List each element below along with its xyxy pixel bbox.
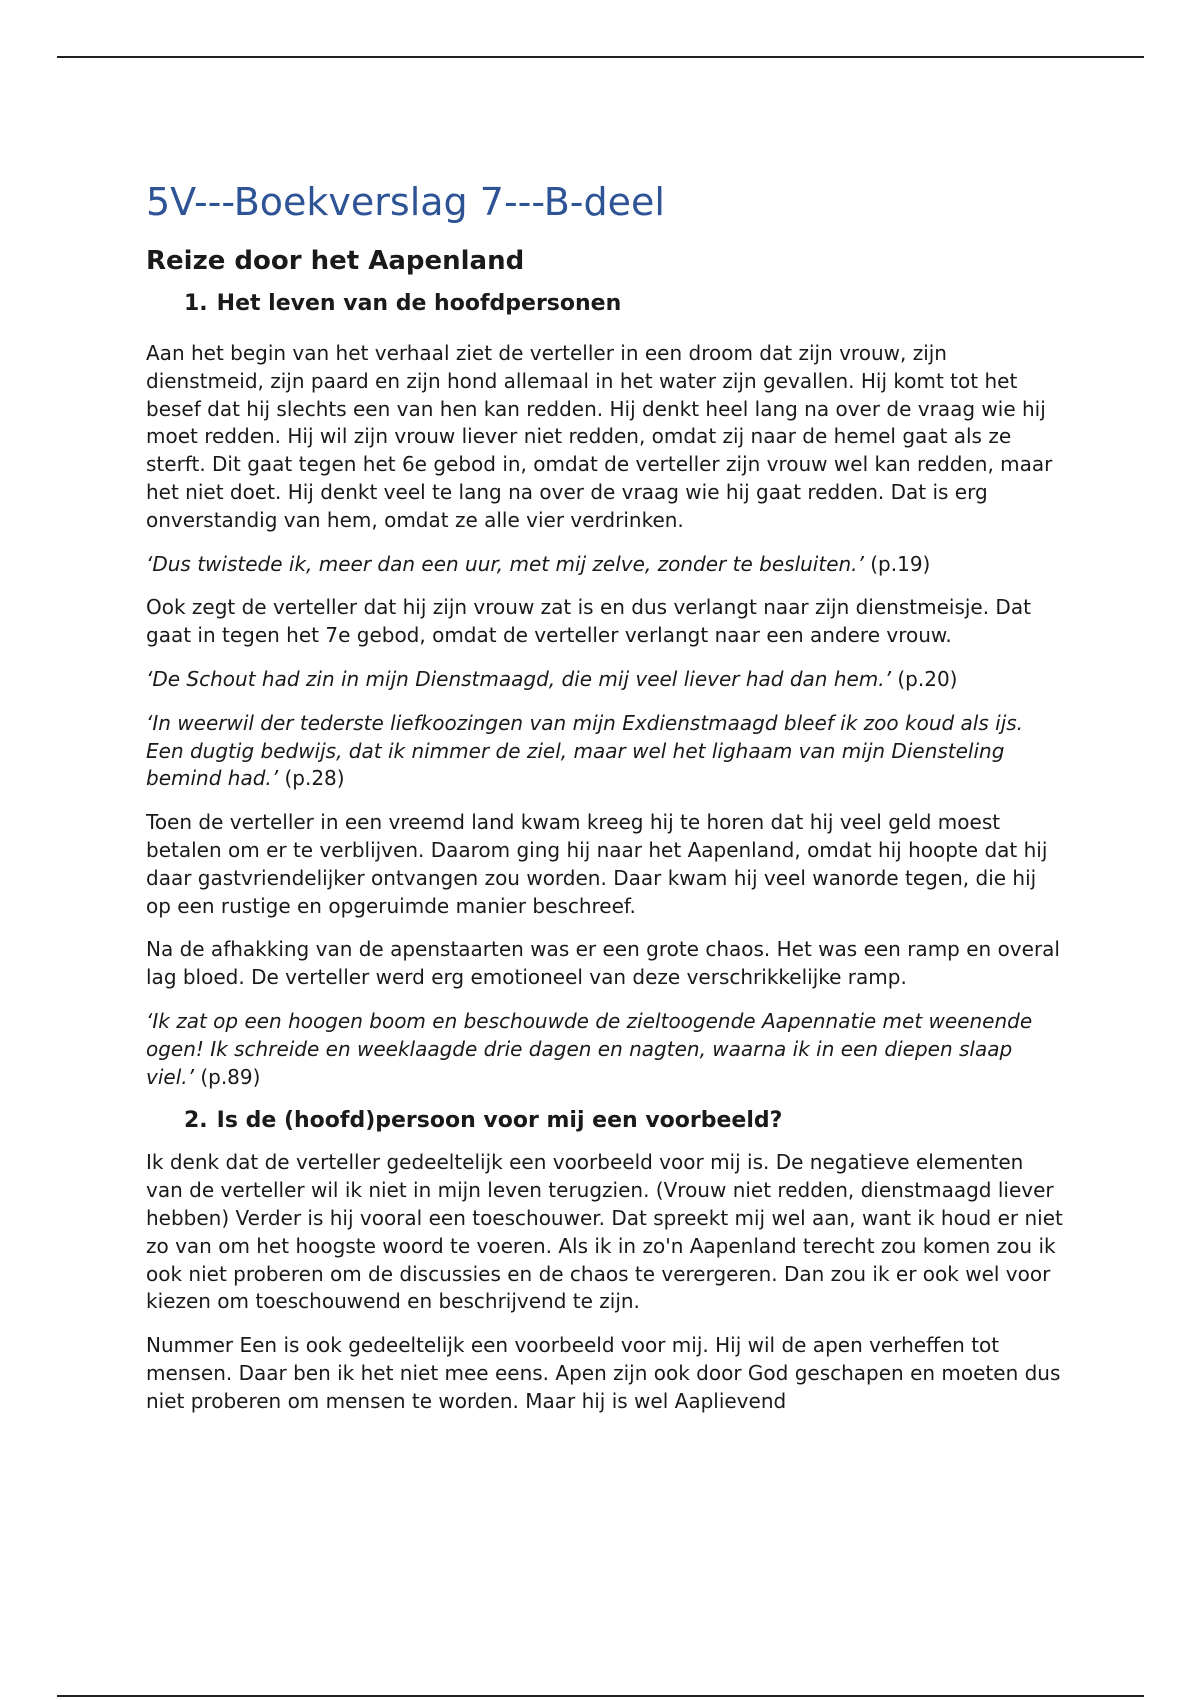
page-reference: (p.28): [278, 766, 345, 791]
header-rule: [57, 56, 1144, 58]
paragraph: Ook zegt de verteller dat hij zijn vrouw zat is en dus verlangt naar zijn dienstmeisje. Dat gaat in tegen het 7e gebod, omdat de verteller verlangt naar een andere vrouw.: [146, 595, 1031, 648]
paragraph: Nummer Een is ook gedeeltelijk een voorbeeld voor mij. Hij wil de apen verheffen tot mensen. Daar ben ik het niet mee eens. Apen zijn ook door God geschapen en moeten dus niet proberen om mensen te worden. Maar hij is wel Aaplievend: [146, 1333, 1061, 1413]
section-heading-text: Is de (hoofd)persoon voor mij een voorbeeld?: [216, 1108, 783, 1134]
book-title: Reize door het Aapenland: [146, 246, 525, 276]
paragraph: Aan het begin van het verhaal ziet de verteller in een droom dat zijn vrouw, zijn dienstmeid, zijn paard en zijn hond allemaal in het water zijn gevallen. Hij komt tot het besef dat hij slechts een van hen kan redden. Hij denkt heel lang na over de vraag wie hij moet redden. Hij wil zijn vrouw liever niet redden, omdat zij naar de hemel gaat als ze sterft. Dit gaat tegen het 6e gebod in, omdat de verteller zijn vrouw wel kan redden, maar het niet doet. Hij denkt veel te lang na over de vraag wie hij gaat redden. Dat is erg onverstandig van hem, omdat ze alle vier verdrinken.: [146, 341, 1053, 532]
page-reference: (p.20): [891, 666, 958, 691]
section-heading-text: Het leven van de hoofdpersonen: [216, 291, 622, 316]
quote-paragraph: [146, 1008, 1066, 1091]
paragraph: Ik denk dat de verteller gedeeltelijk een voorbeeld voor mij is. De negatieve elementen van de verteller wil ik niet in mijn leven terugzien. (Vrouw niet redden, dienstmaagd liever hebben) Verder is hij vooral een toeschouwer. Dat spreekt mij wel aan, want ik houd er niet zo van om het hoogste woord te voeren. Als ik in zo'n Aapenland terecht zou komen zou ik ook niet proberen om de discussies en de chaos te verergeren. Dan zou ik er ook wel voor kiezen om toeschouwend en beschrijvend te zijn.: [146, 1150, 1063, 1314]
document-title: 5V---Boekverslag 7---B-deel: [146, 180, 665, 224]
quote-text: ‘Ik zat op een hoogen boom en beschouwde de zieltoogende Aapennatie met weenende ogen! Ik schreide en weeklaagde drie dagen en nagten, waarna ik in een diepen slaap viel.’: [146, 1008, 1033, 1089]
paragraph: Toen de verteller in een vreemd land kwam kreeg hij te horen dat hij veel geld moest betalen om er te verblijven. Daarom ging hij naar het Aapenland, omdat hij hoopte dat hij daar gastvriendelijker ontvangen zou worden. Daar kwam hij veel wanorde tegen, die hij op een rustige en opgeruimde manier beschreef.: [146, 810, 1048, 918]
section-number: 2.: [184, 1108, 208, 1134]
section-heading-1: [184, 290, 1066, 318]
document-body: [146, 176, 1066, 1432]
section-number: 1.: [184, 291, 208, 316]
page-reference: (p.19): [863, 551, 931, 576]
paragraph: Na de afhakking van de apenstaarten was er een grote chaos. Het was een ramp en overal lag bloed. De verteller werd erg emotioneel van deze verschrikkelijke ramp.: [146, 937, 1060, 990]
quote-paragraph: [146, 710, 1066, 793]
quote-text: ‘Dus twistede ik, meer dan een uur, met mij zelve, zonder te besluiten.’: [146, 551, 864, 576]
quote-paragraph: [146, 551, 1066, 579]
page-reference: (p.89): [193, 1064, 261, 1089]
quote-paragraph: [146, 666, 1066, 694]
section-heading-2: [184, 1107, 1066, 1135]
quote-text: ‘In weerwil der tederste liefkoozingen van mijn Exdienstmaagd bleef ik zoo koud als ijs. Een dugtig bedwijs, dat ik nimmer de ziel, maar wel het lighaam van mijn Diensteling bemind had.’: [146, 710, 1024, 791]
quote-text: ‘De Schout had zin in mijn Dienstmaagd, die mij veel liever had dan hem.’: [146, 666, 891, 691]
footer-rule: [57, 1695, 1144, 1697]
